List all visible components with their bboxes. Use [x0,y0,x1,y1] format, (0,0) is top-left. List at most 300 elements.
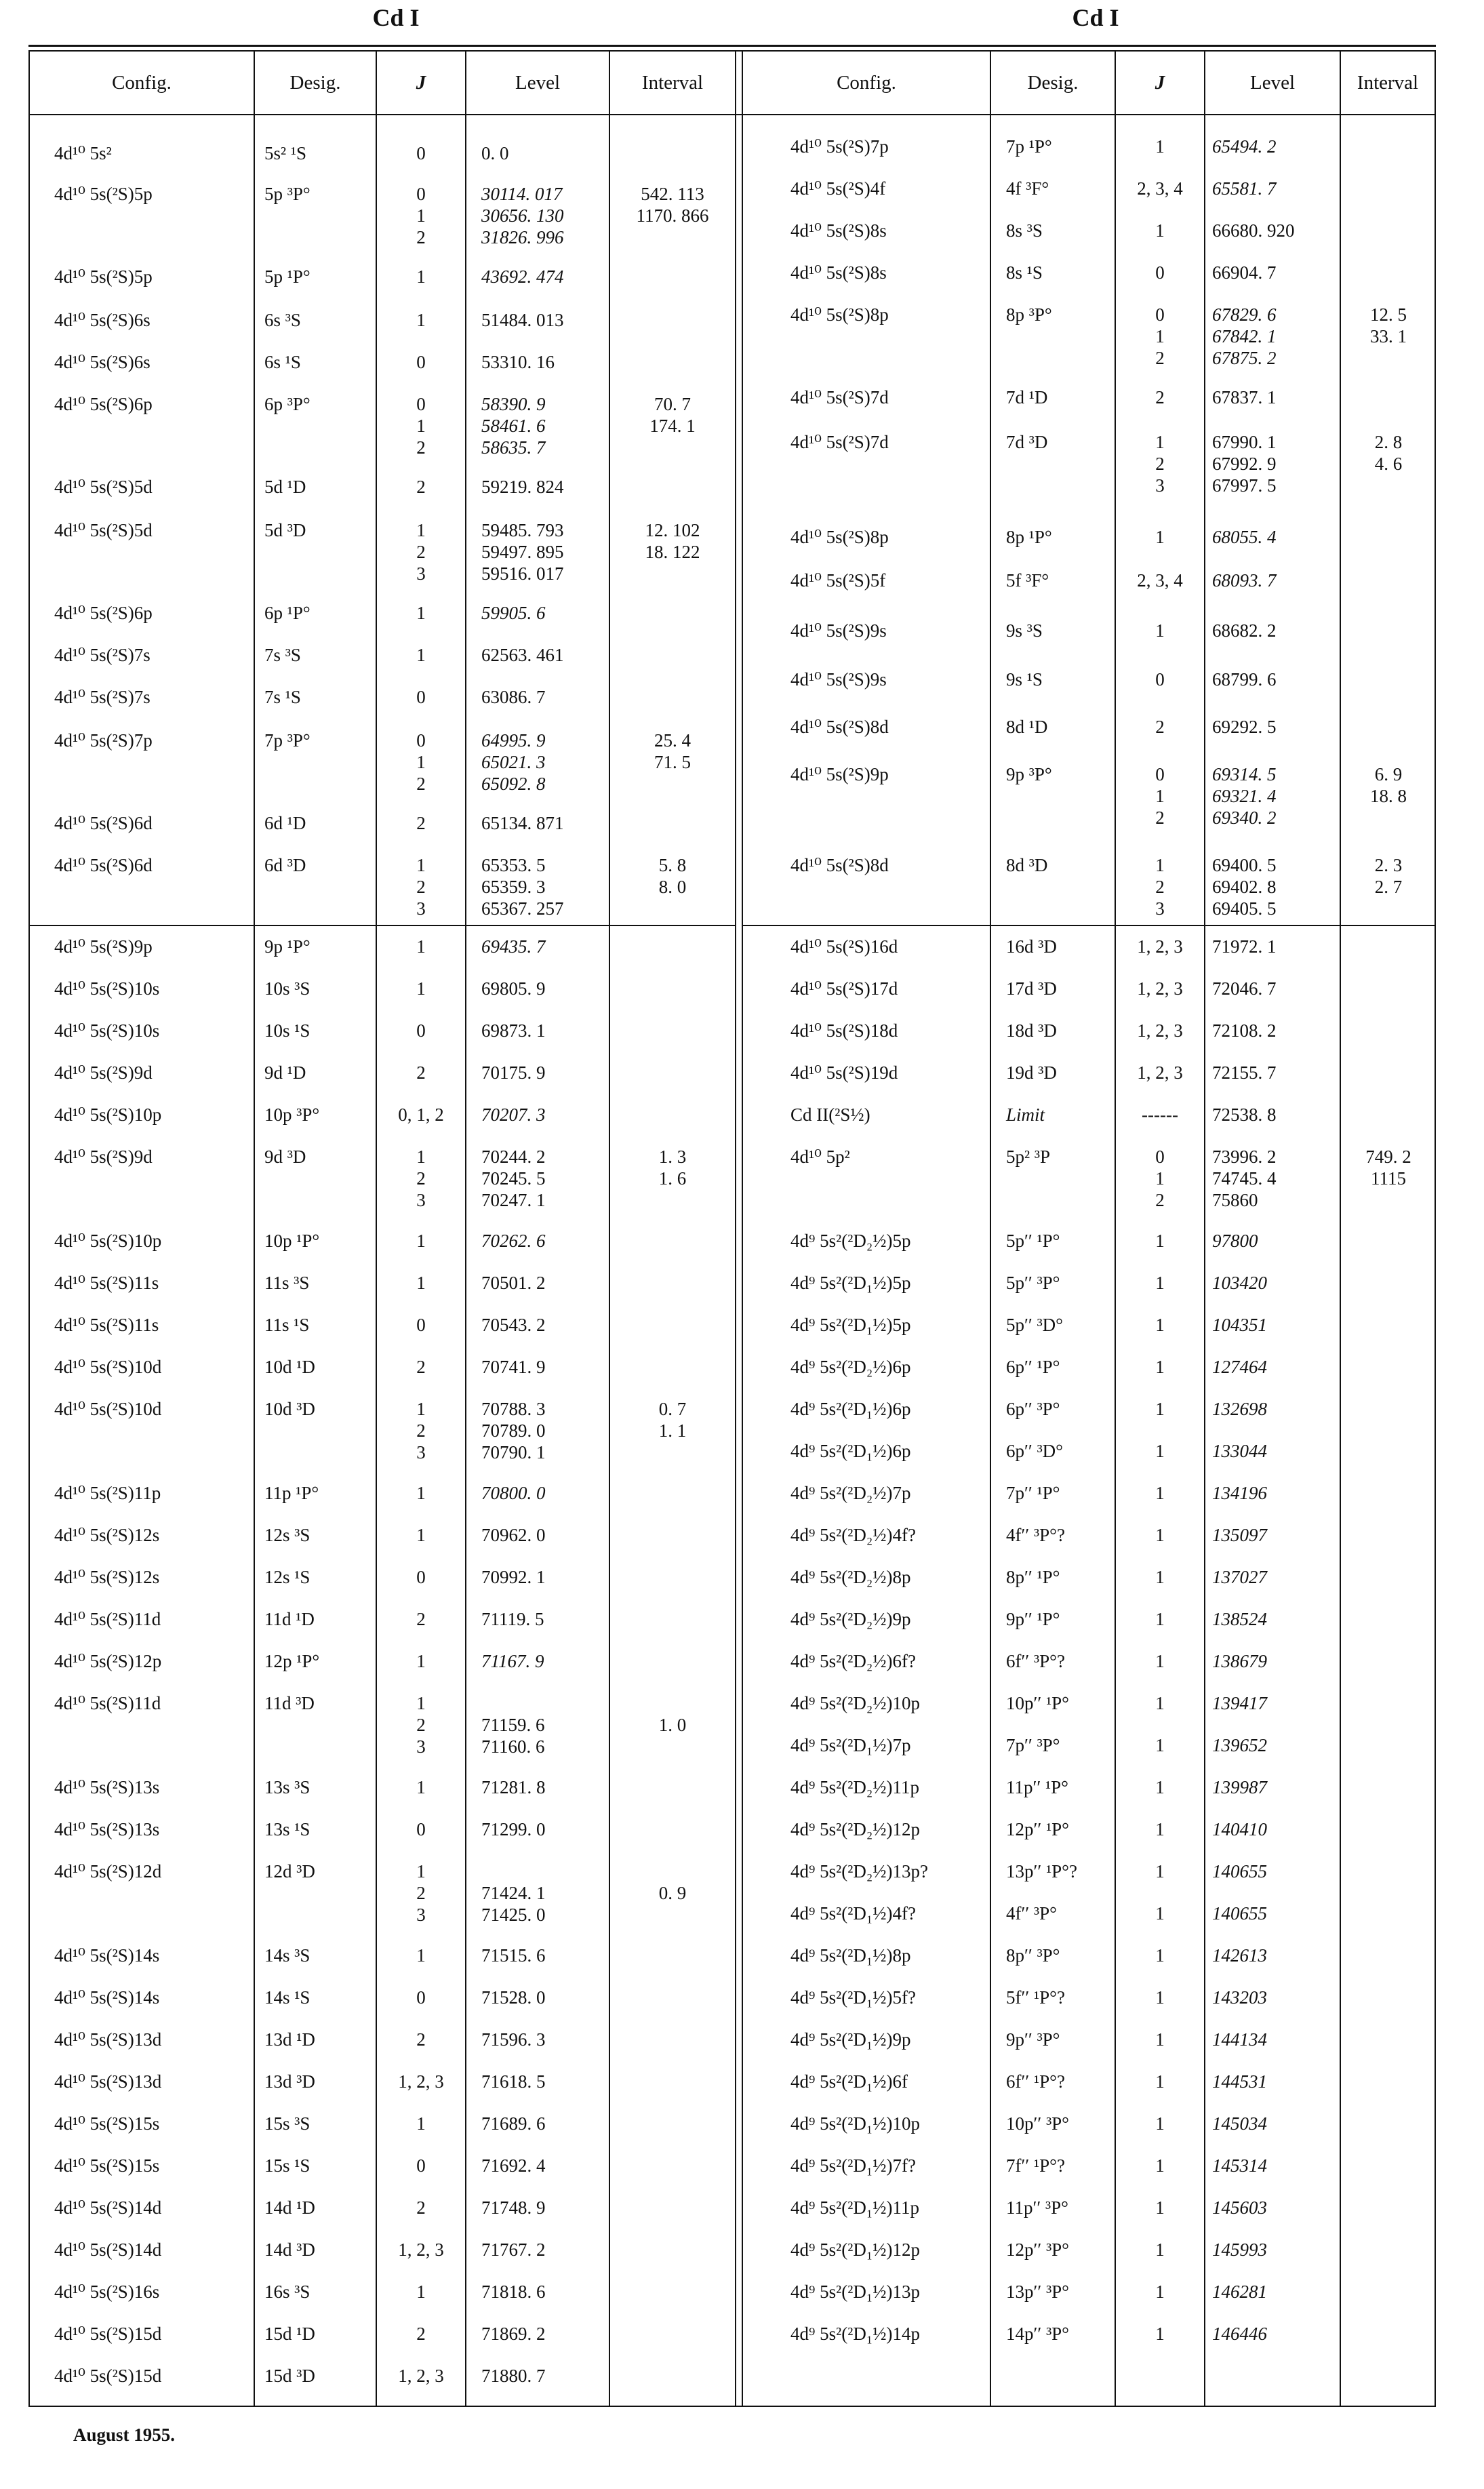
right-lev-cell: 72046. 7 [1212,978,1277,999]
left-lev-cell: 53310. 16 [481,352,555,372]
col-line [609,52,610,2406]
right-des-cell: 5p′′ ¹P° [1006,1231,1060,1251]
right-j-cell: 1 [1155,2239,1165,2260]
right-cfg-cell: 4d¹⁰ 5s(²S)8p [790,527,889,547]
left-des-cell: 9d ³D [264,1147,306,1167]
right-cfg-cell: 4d⁹ 5s²(²D₁½)7f? [790,2155,916,2176]
left-cfg-cell: 4d¹⁰ 5s(²S)11p [54,1483,161,1503]
left-j-cell: 1 [416,603,426,623]
right-des-cell: 11p′′ ³P° [1006,2197,1068,2218]
left-cfg-cell: 4d¹⁰ 5s(²S)10s [54,1020,160,1041]
left-cfg-cell: 4d¹⁰ 5s(²S)6s [54,352,151,372]
left-lev-cell: 51484. 013 [481,310,564,330]
right-j-cell: 1 [1155,1273,1165,1293]
left-cfg-cell: 4d¹⁰ 5s(²S)7s [54,687,151,707]
right-j-cell: 1 [1155,1651,1165,1671]
right-des-cell: 14p′′ ³P° [1006,2324,1069,2344]
col-line [735,52,736,2406]
right-des-cell: 4f′′ ³P°? [1006,1525,1065,1545]
left-cfg-cell: 4d¹⁰ 5s(²S)12p [54,1651,162,1671]
left-des-cell: 5p ¹P° [264,266,310,287]
right-j-cell: 1 [1155,1357,1165,1377]
left-des-cell: 5p ³P° [264,184,310,204]
left-int-cell: 12. 102 18. 122 [645,520,700,562]
right-des-cell: 5p′′ ³P° [1006,1273,1060,1293]
right-des-cell: 8s ¹S [1006,262,1043,283]
right-j-cell: 1 [1155,1777,1165,1797]
right-j-cell: 1 [1155,1483,1165,1503]
right-j-cell: ------ [1142,1104,1178,1125]
right-des-cell: 6p′′ ¹P° [1006,1357,1060,1377]
right-j-cell: 1 [1155,1735,1165,1755]
right-lev-cell: 67990. 1 67992. 9 67997. 5 [1212,432,1277,496]
left-lev-cell: 59485. 793 59497. 895 59516. 017 [481,520,564,584]
left-j-cell: 0 [416,2155,426,2176]
right-des-cell: 18d ³D [1006,1020,1057,1041]
left-lev-cell: 30114. 017 30656. 130 31826. 996 [481,184,564,247]
left-des-cell: 6s ³S [264,310,301,330]
right-int-cell: 2. 8 4. 6 [1374,432,1403,474]
right-des-cell: 7p′′ ¹P° [1006,1483,1060,1503]
left-des-cell: 10p ³P° [264,1104,320,1125]
header-level: Level [515,72,560,94]
left-j-cell: 1 [416,1777,426,1797]
left-cfg-cell: 4d¹⁰ 5s(²S)11d [54,1609,161,1629]
left-des-cell: 16s ³S [264,2282,310,2302]
right-des-cell: 8p′′ ³P° [1006,1945,1060,1966]
footer-date: August 1955. [73,2425,176,2445]
right-cfg-cell: 4d¹⁰ 5s(²S)17d [790,978,898,999]
left-lev-cell: 69805. 9 [481,978,546,999]
left-cfg-cell: 4d¹⁰ 5s² [54,143,112,163]
left-des-cell: 6d ¹D [264,813,306,833]
left-des-cell: 6p ³P° [264,394,310,414]
right-j-cell: 1 [1155,1945,1165,1966]
left-lev-cell: 71119. 5 [481,1609,544,1629]
left-j-cell: 1 2 3 [416,1693,426,1757]
right-j-cell: 1 [1155,620,1165,641]
left-lev-cell: 71299. 0 [481,1819,546,1839]
left-cfg-cell: 4d¹⁰ 5s(²S)5d [54,520,153,540]
left-j-cell: 1 [416,2113,426,2134]
col-line [376,52,377,2406]
left-j-cell: 1 [416,1525,426,1545]
left-lev-cell: 71689. 6 [481,2113,546,2134]
left-j-cell: 0 [416,352,426,372]
right-des-cell: 8d ³D [1006,855,1048,875]
left-lev-cell: 70244. 2 70245. 5 70247. 1 [481,1147,546,1210]
right-j-cell: 1 [1155,2071,1165,2092]
right-lev-cell: 138679 [1212,1651,1267,1671]
right-cfg-cell: 4d⁹ 5s²(²D₁½)11p [790,2197,920,2218]
right-j-cell: 1 [1155,2197,1165,2218]
left-j-cell: 2 [416,813,426,833]
left-lev-cell: 65134. 871 [481,813,564,833]
right-j-cell: 1 [1155,1819,1165,1839]
right-cfg-cell: 4d⁹ 5s²(²D₁½)14p [790,2324,921,2344]
left-des-cell: 10p ¹P° [264,1231,320,1251]
right-lev-cell: 145034 [1212,2113,1267,2134]
left-cfg-cell: 4d¹⁰ 5s(²S)13d [54,2071,162,2092]
right-j-cell: 1 [1155,527,1165,547]
left-j-cell: 1 2 3 [416,1147,426,1210]
left-des-cell: 13d ¹D [264,2029,315,2050]
left-des-cell: 7s ³S [264,645,301,665]
right-j-cell: 1 [1155,1399,1165,1419]
left-des-cell: 11d ³D [264,1693,315,1713]
right-int-cell: 749. 2 1115 [1365,1147,1411,1189]
right-lev-cell: 71972. 1 [1212,936,1277,957]
left-des-cell: 6p ¹P° [264,603,310,623]
left-des-cell: 12p ¹P° [264,1651,320,1671]
right-des-cell: 5f ³F° [1006,570,1049,591]
right-j-cell: 1 [1155,220,1165,241]
right-des-cell: 9p′′ ¹P° [1006,1609,1060,1629]
col-line [742,52,743,2406]
left-int-cell: 1. 0 [658,1715,687,1735]
left-lev-cell: 70207. 3 [481,1104,546,1125]
right-des-cell: 10p′′ ³P° [1006,2113,1069,2134]
left-cfg-cell: 4d¹⁰ 5s(²S)10p [54,1104,162,1125]
right-des-cell: 8d ¹D [1006,717,1048,737]
left-lev-cell: 70543. 2 [481,1315,546,1335]
left-cfg-cell: 4d¹⁰ 5s(²S)16s [54,2282,160,2302]
left-des-cell: 5s² ¹S [264,143,306,163]
right-int-cell: 12. 5 33. 1 [1370,304,1407,346]
right-lev-cell: 127464 [1212,1357,1267,1377]
right-j-cell: 2, 3, 4 [1137,570,1183,591]
left-lev-cell: 71748. 9 [481,2197,546,2218]
left-des-cell: 12s ¹S [264,1567,310,1587]
left-j-cell: 1 2 3 [416,520,426,584]
right-j-cell: 1 [1155,2155,1165,2176]
left-j-cell: 0 1 2 [416,730,426,794]
right-cfg-cell: 4d⁹ 5s²(²D₁½)7p [790,1735,911,1755]
col-line [1115,52,1116,2406]
left-j-cell: 2 [416,477,426,497]
right-cfg-cell: 4d⁹ 5s²(²D₂½)7p [790,1483,911,1503]
left-cfg-cell: 4d¹⁰ 5s(²S)10d [54,1399,162,1419]
right-des-cell: 7p′′ ³P° [1006,1735,1060,1755]
left-des-cell: 10d ³D [264,1399,315,1419]
left-cfg-cell: 4d¹⁰ 5s(²S)9d [54,1062,153,1083]
right-des-cell: 17d ³D [1006,978,1057,999]
right-des-cell: 6p′′ ³P° [1006,1399,1060,1419]
left-cfg-cell: 4d¹⁰ 5s(²S)6p [54,603,153,623]
header-interval: Interval [1357,72,1419,94]
left-cfg-cell: 4d¹⁰ 5s(²S)14d [54,2197,162,2218]
right-int-cell: 2. 3 2. 7 [1374,855,1403,897]
left-j-cell: 1 [416,2282,426,2302]
right-j-cell: 1 2 3 [1155,432,1165,496]
right-cfg-cell: 4d¹⁰ 5s(²S)8p [790,304,889,325]
left-lev-cell: 71618. 5 [481,2071,546,2092]
right-cfg-cell: 4d⁹ 5s²(²D₂½)9p [790,1609,911,1629]
right-j-cell: 1, 2, 3 [1137,1062,1183,1083]
left-j-cell: 2 [416,1357,426,1377]
right-j-cell: 1 [1155,2324,1165,2344]
right-cfg-cell: 4d¹⁰ 5s(²S)9s [790,669,887,690]
right-des-cell: 19d ³D [1006,1062,1057,1083]
left-lev-cell: 71515. 6 [481,1945,546,1966]
right-des-cell: 7p ¹P° [1006,136,1052,157]
left-j-cell: 0 [416,143,426,163]
left-lev-cell: 69873. 1 [481,1020,546,1041]
right-cfg-cell: 4d⁹ 5s²(²D₂½)13p? [790,1861,928,1881]
right-lev-cell: 132698 [1212,1399,1267,1419]
left-j-cell: 2 [416,2324,426,2344]
left-j-cell: 1 [416,1231,426,1251]
header-config: Config. [837,72,896,94]
right-lev-cell: 69292. 5 [1212,717,1277,737]
left-j-cell: 0 1 2 [416,394,426,458]
right-cfg-cell: 4d⁹ 5s²(²D₂½)6p [790,1357,911,1377]
left-j-cell: 1 [416,266,426,287]
left-des-cell: 11s ³S [264,1273,310,1293]
left-cfg-cell: 4d¹⁰ 5s(²S)13d [54,2029,162,2050]
right-j-cell: 0 1 2 [1155,1147,1165,1210]
right-j-cell: 1 [1155,1609,1165,1629]
right-cfg-cell: 4d⁹ 5s²(²D₁½)5p [790,1315,911,1335]
right-lev-cell: 144134 [1212,2029,1267,2050]
left-lev-cell: 58390. 9 58461. 6 58635. 7 [481,394,546,458]
right-j-cell: 1 [1155,1903,1165,1924]
right-lev-cell: 139652 [1212,1735,1267,1755]
left-cfg-cell: 4d¹⁰ 5s(²S)12s [54,1567,160,1587]
left-cfg-cell: 4d¹⁰ 5s(²S)7p [54,730,153,751]
top-rule-thin [28,50,1436,52]
right-des-cell: 6f′′ ³P°? [1006,1651,1065,1671]
left-des-cell: 11d ¹D [264,1609,315,1629]
right-int-cell: 6. 9 18. 8 [1370,764,1407,806]
right-des-cell: 6p′′ ³D° [1006,1441,1063,1461]
left-lev-cell: 70501. 2 [481,1273,546,1293]
right-des-cell: 9p ³P° [1006,764,1052,784]
left-int-cell: 0. 7 1. 1 [658,1399,687,1441]
left-j-cell: 0 [416,1315,426,1335]
right-des-cell: 13p′′ ³P° [1006,2282,1069,2302]
right-lev-cell: 66904. 7 [1212,262,1277,283]
right-j-cell: 1 [1155,1987,1165,2008]
right-cfg-cell: 4d⁹ 5s²(²D₁½)5p [790,1273,911,1293]
left-int-cell: 0. 9 [658,1883,687,1903]
right-cfg-cell: 4d¹⁰ 5s(²S)7d [790,432,889,452]
left-j-cell: 0, 1, 2 [398,1104,444,1125]
table-title-right: Cd I [1072,4,1119,31]
section-rule-left [28,925,736,926]
right-des-cell: 8p ³P° [1006,304,1052,325]
right-cfg-cell: 4d¹⁰ 5s(²S)8d [790,855,889,875]
right-j-cell: 1 [1155,1693,1165,1713]
right-lev-cell: 140410 [1212,1819,1267,1839]
right-j-cell: 0 1 2 [1155,304,1165,368]
left-j-cell: 1, 2, 3 [398,2239,444,2260]
left-j-cell: 2 [416,1062,426,1083]
left-des-cell: 7s ¹S [264,687,301,707]
col-line [465,52,466,2406]
right-j-cell: 1 [1155,136,1165,157]
right-lev-cell: 140655 [1212,1861,1267,1881]
right-j-cell: 2, 3, 4 [1137,178,1183,199]
left-cfg-cell: 4d¹⁰ 5s(²S)10d [54,1357,162,1377]
right-j-cell: 1, 2, 3 [1137,1020,1183,1041]
right-cfg-cell: 4d¹⁰ 5s(²S)8s [790,220,887,241]
left-lev-cell: 65353. 5 65359. 3 65367. 257 [481,855,564,919]
right-cfg-cell: 4d¹⁰ 5s(²S)9s [790,620,887,641]
left-des-cell: 11p ¹P° [264,1483,319,1503]
left-j-cell: 0 [416,1567,426,1587]
left-j-cell: 1 [416,1945,426,1966]
left-lev-cell: 43692. 474 [481,266,564,287]
left-des-cell: 6s ¹S [264,352,301,372]
right-des-cell: 5p² ³P [1006,1147,1050,1167]
left-j-cell: 2 [416,2197,426,2218]
left-cfg-cell: 4d¹⁰ 5s(²S)15s [54,2155,160,2176]
right-j-cell: 2 [1155,387,1165,407]
left-lev-cell: 70992. 1 [481,1567,546,1587]
right-des-cell: 9s ¹S [1006,669,1043,690]
right-cfg-cell: 4d⁹ 5s²(²D₁½)4f? [790,1903,916,1924]
left-lev-cell: 59219. 824 [481,477,564,497]
left-des-cell: 15s ¹S [264,2155,310,2176]
left-j-cell: 1 [416,310,426,330]
top-rule [28,45,1436,47]
right-des-cell: Limit [1006,1104,1045,1125]
right-lev-cell: 67837. 1 [1212,387,1277,407]
right-cfg-cell: 4d⁹ 5s²(²D₁½)8p [790,1945,911,1966]
right-des-cell: 5p′′ ³D° [1006,1315,1063,1335]
right-cfg-cell: 4d⁹ 5s²(²D₂½)4f? [790,1525,916,1545]
right-cfg-cell: 4d⁹ 5s²(²D₁½)5f? [790,1987,916,2008]
right-cfg-cell: 4d¹⁰ 5s(²S)8s [790,262,887,283]
left-lev-cell: 63086. 7 [481,687,546,707]
right-lev-cell: 138524 [1212,1609,1267,1629]
left-des-cell: 13s ¹S [264,1819,310,1839]
left-cfg-cell: 4d¹⁰ 5s(²S)11s [54,1273,159,1293]
right-cfg-cell: 4d⁹ 5s²(²D₁½)10p [790,2113,921,2134]
left-cfg-cell: 4d¹⁰ 5s(²S)5d [54,477,153,497]
left-j-cell: 0 1 2 [416,184,426,247]
left-j-cell: 1 [416,1273,426,1293]
right-cfg-cell: Cd II(²S½) [790,1104,870,1125]
right-j-cell: 1 2 3 [1155,855,1165,919]
col-line [990,52,991,2406]
right-j-cell: 1 [1155,1525,1165,1545]
left-lev-cell: 71767. 2 [481,2239,546,2260]
left-des-cell: 10s ³S [264,978,310,999]
left-lev-cell: 71596. 3 [481,2029,546,2050]
table-title-left: Cd I [372,4,420,31]
right-cfg-cell: 4d⁹ 5s²(²D₁½)9p [790,2029,911,2050]
right-lev-cell: 68055. 4 [1212,527,1277,547]
right-cfg-cell: 4d⁹ 5s²(²D₁½)6p [790,1441,911,1461]
right-des-cell: 9s ³S [1006,620,1043,641]
right-lev-cell: 97800 [1212,1231,1258,1251]
right-lev-cell: 144531 [1212,2071,1267,2092]
left-des-cell: 5d ¹D [264,477,306,497]
left-des-cell: 14s ¹S [264,1987,310,2008]
right-cfg-cell: 4d⁹ 5s²(²D₂½)5p [790,1231,911,1251]
left-cfg-cell: 4d¹⁰ 5s(²S)14s [54,1987,160,2008]
header-j: J [1155,72,1165,94]
left-cfg-cell: 4d¹⁰ 5s(²S)11s [54,1315,159,1335]
right-lev-cell: 103420 [1212,1273,1267,1293]
left-lev-cell: 69435. 7 [481,936,546,957]
left-cfg-cell: 4d¹⁰ 5s(²S)15s [54,2113,160,2134]
col-line [1435,52,1436,2406]
left-cfg-cell: 4d¹⁰ 5s(²S)13s [54,1777,160,1797]
col-line [254,52,255,2406]
right-cfg-cell: 4d⁹ 5s²(²D₂½)8p [790,1567,911,1587]
right-des-cell: 8s ³S [1006,220,1043,241]
right-lev-cell: 133044 [1212,1441,1267,1461]
right-cfg-cell: 4d⁹ 5s²(²D₂½)6f? [790,1651,916,1671]
left-cfg-cell: 4d¹⁰ 5s(²S)15d [54,2324,162,2344]
right-des-cell: 7d ³D [1006,432,1048,452]
left-des-cell: 10s ¹S [264,1020,310,1041]
right-lev-cell: 146446 [1212,2324,1267,2344]
right-des-cell: 10p′′ ¹P° [1006,1693,1069,1713]
right-lev-cell: 72538. 8 [1212,1104,1277,1125]
right-des-cell: 13p′′ ¹P°? [1006,1861,1077,1881]
right-j-cell: 1 [1155,2029,1165,2050]
right-des-cell: 8p ¹P° [1006,527,1052,547]
left-int-cell: 25. 4 71. 5 [654,730,691,772]
right-j-cell: 1 [1155,1567,1165,1587]
left-lev-cell: 70788. 3 70789. 0 70790. 1 [481,1399,546,1462]
right-des-cell: 12p′′ ³P° [1006,2239,1069,2260]
right-j-cell: 2 [1155,717,1165,737]
right-lev-cell: 143203 [1212,1987,1267,2008]
header-level: Level [1249,72,1295,94]
right-des-cell: 9p′′ ³P° [1006,2029,1060,2050]
right-j-cell: 1 [1155,2282,1165,2302]
left-lev-cell: 64995. 9 65021. 3 65092. 8 [481,730,546,794]
right-des-cell: 7d ¹D [1006,387,1048,407]
left-cfg-cell: 4d¹⁰ 5s(²S)12s [54,1525,160,1545]
right-cfg-cell: 4d⁹ 5s²(²D₁½)6p [790,1399,911,1419]
left-lev-cell: 71818. 6 [481,2282,546,2302]
left-lev-cell: 59905. 6 [481,603,546,623]
left-lev-cell: 70741. 9 [481,1357,546,1377]
right-lev-cell: 145993 [1212,2239,1267,2260]
right-j-cell: 0 [1155,669,1165,690]
header-rule [28,114,1436,115]
left-j-cell: 0 [416,1987,426,2008]
left-cfg-cell: 4d¹⁰ 5s(²S)12d [54,1861,162,1881]
left-des-cell: 7p ³P° [264,730,310,751]
left-j-cell: 1 [416,645,426,665]
col-line [28,52,30,2406]
right-lev-cell: 145603 [1212,2197,1267,2218]
left-j-cell: 1 [416,936,426,957]
right-des-cell: 6f′′ ¹P°? [1006,2071,1065,2092]
right-cfg-cell: 4d⁹ 5s²(²D₂½)12p [790,1819,921,1839]
right-j-cell: 1 [1155,1861,1165,1881]
left-cfg-cell: 4d¹⁰ 5s(²S)10s [54,978,160,999]
right-j-cell: 1 [1155,1315,1165,1335]
right-lev-cell: 139417 [1212,1693,1267,1713]
left-cfg-cell: 4d¹⁰ 5s(²S)5p [54,266,153,287]
right-lev-cell: 65581. 7 [1212,178,1277,199]
header-interval: Interval [641,72,704,94]
right-lev-cell: 146281 [1212,2282,1267,2302]
left-des-cell: 12s ³S [264,1525,310,1545]
right-j-cell: 1 [1155,1231,1165,1251]
left-j-cell: 1 [416,978,426,999]
left-des-cell: 15d ³D [264,2366,315,2386]
left-cfg-cell: 4d¹⁰ 5s(²S)15d [54,2366,162,2386]
